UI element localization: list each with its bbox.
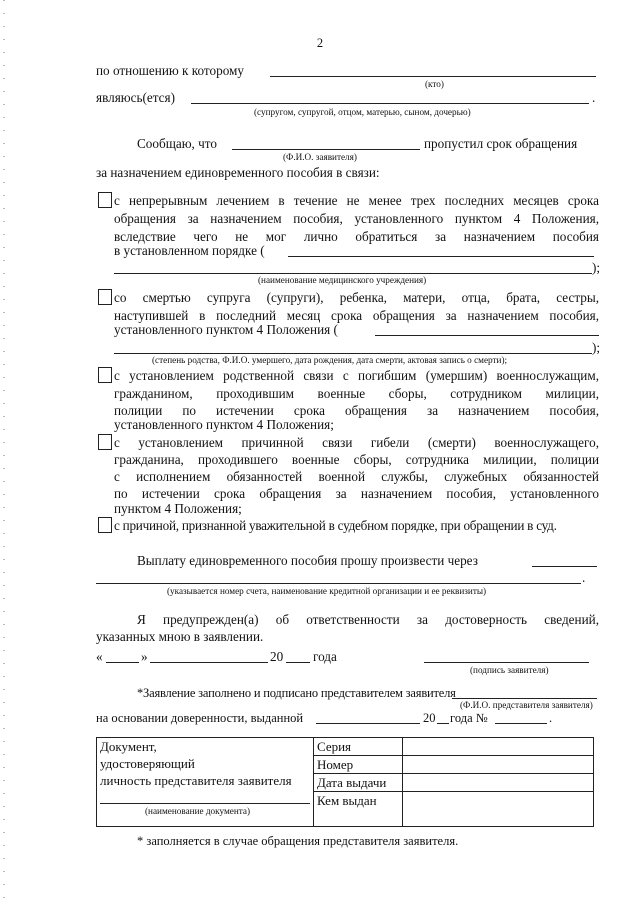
reason-treatment-line: обращения за назначением пособия, установленного пунктом 4 Положения,: [114, 211, 599, 226]
document-name-cell[interactable]: [97, 738, 314, 827]
field-issued-by-label: Кем выдан: [314, 792, 403, 827]
notice-line2: за назначением единовременного пособия в связи:: [96, 165, 380, 180]
reason-kinship-line: гражданином, проходившим военные сборы, сотрудником милиции,: [114, 386, 599, 401]
proxy-number-label: года №: [450, 711, 488, 725]
document-name-caption: (наименование документа): [145, 806, 251, 816]
deceased-details-field[interactable]: [375, 335, 599, 336]
date-close-quote: »: [141, 649, 148, 664]
page-edge-dots: [3, 0, 5, 905]
kinship-label: являюсь(ется): [96, 90, 175, 105]
reason-kinship-line: с установлением родственной связи с погибшим (умершим) военнослужащим,: [114, 368, 599, 383]
reason-treatment-end: );: [592, 260, 601, 275]
document-label-line: личность представителя заявителя: [100, 773, 292, 788]
reason-kinship-checkbox[interactable]: [98, 367, 112, 383]
date-month-field[interactable]: [150, 662, 268, 663]
kinship-field[interactable]: [191, 103, 589, 104]
reason-kinship-line: установленного пунктом 4 Положения;: [114, 417, 334, 432]
relation-field[interactable]: [270, 76, 596, 77]
reason-causal-line: пунктом 4 Положения;: [114, 501, 242, 516]
reason-treatment-line: вследствие чего не мог лично обратиться за назначением пособия: [114, 229, 599, 244]
payment-field[interactable]: [532, 566, 597, 567]
field-issued-by-value[interactable]: [403, 792, 594, 827]
proxy-year-field[interactable]: [437, 723, 449, 724]
payment-field-2[interactable]: [96, 583, 581, 584]
reason-death-line: со смертью супруга (супруги), ребенка, матери, отца, брата, сестры,: [114, 290, 599, 305]
payment-end: .: [582, 570, 586, 585]
reason-treatment-checkbox[interactable]: [98, 192, 112, 208]
date-open-quote: «: [96, 649, 103, 664]
notice-prefix: Сообщаю, что: [137, 136, 217, 151]
deceased-details-field-2[interactable]: [114, 353, 592, 354]
proxy-number-field[interactable]: [495, 723, 547, 724]
field-issue-date-label: Дата выдачи: [314, 774, 403, 792]
footnote: * заполняется в случае обращения представителя заявителя.: [137, 834, 459, 848]
warning-line: Я предупрежден(а) об ответственности за достоверность сведений,: [137, 612, 599, 627]
representative-name-caption: (Ф.И.О. представителя заявителя): [460, 700, 593, 710]
proxy-basis-label: на основании доверенности, выданной: [96, 711, 304, 725]
kinship-end: .: [592, 90, 596, 105]
reason-causal-line: с установлением причинной связи гибели (смерти) военнослужащего,: [114, 435, 599, 450]
deceased-details-caption: (степень родства, Ф.И.О. умершего, дата рождения, дата смерти, актовая запись о смерти);: [152, 355, 508, 365]
reason-court-line: с причиной, признанной уважительной в судебном порядке, при обращении в суд.: [114, 518, 557, 533]
notice-suffix: пропустил срок обращения: [424, 136, 578, 151]
proxy-year-prefix: 20: [423, 711, 436, 725]
applicant-signature-caption: (подпись заявителя): [470, 665, 549, 675]
date-year-field[interactable]: [286, 662, 310, 663]
reason-death-line: наступившей в последний месяц срока обращения за назначением пособия,: [114, 308, 599, 323]
document-label-line: удостоверяющий: [100, 756, 195, 771]
proxy-date-field[interactable]: [316, 723, 420, 724]
medical-institution-field[interactable]: [288, 256, 594, 257]
representative-name-field[interactable]: [452, 698, 597, 699]
reason-causal-checkbox[interactable]: [98, 434, 112, 450]
kinship-caption: (супругом, супругой, отцом, матерью, сыном, дочерью): [254, 107, 471, 117]
date-year-suffix: года: [313, 649, 337, 664]
applicant-name-caption: (Ф.И.О. заявителя): [283, 152, 357, 162]
reason-death-line: установленного пунктом 4 Положения (: [114, 322, 338, 337]
relation-caption: (кто): [425, 79, 444, 89]
applicant-signature-field[interactable]: [424, 662, 589, 663]
field-issue-date-value[interactable]: [403, 774, 594, 792]
page-number: 2: [316, 36, 324, 50]
representative-document-table: [96, 737, 594, 827]
medical-institution-caption: (наименование медицинского учреждения): [258, 275, 427, 285]
applicant-name-field[interactable]: [232, 149, 420, 150]
document-label-line: Документ,: [100, 739, 157, 754]
reason-causal-line: с исполнением обязанностей военной службы, служебных обязанностей: [114, 469, 599, 484]
reason-death-checkbox[interactable]: [98, 289, 112, 305]
relation-label: по отношению к которому: [96, 63, 244, 78]
reason-causal-line: гражданина, проходившего военные сборы, сотрудника милиции, полиции: [114, 452, 599, 467]
payment-caption: (указывается номер счета, наименование кредитной организации и ее реквизиты): [167, 586, 487, 596]
reason-treatment-line: в установленном порядке (: [114, 243, 265, 258]
reason-kinship-line: полиции по истечении срока обращения за назначением пособия,: [114, 403, 599, 418]
reason-death-end: );: [592, 340, 601, 355]
field-number-value[interactable]: [403, 756, 594, 774]
reason-causal-line: по истечении срока обращения за назначением пособия, установленного: [114, 486, 599, 501]
field-number-label: Номер: [314, 756, 403, 774]
reason-court-checkbox[interactable]: [98, 517, 112, 533]
date-day-field[interactable]: [106, 662, 139, 663]
date-year-prefix: 20: [270, 649, 284, 664]
warning-line: указанных мною в заявлении.: [96, 629, 264, 644]
document-name-field[interactable]: [100, 803, 310, 804]
proxy-end: .: [549, 711, 553, 725]
medical-institution-field-2[interactable]: [114, 273, 592, 274]
field-series-label: Серия: [314, 738, 403, 756]
reason-treatment-line: с непрерывным лечением в течение не менее трех последних месяцев срока: [114, 193, 599, 208]
payment-prefix: Выплату единовременного пособия прошу произвести через: [137, 553, 478, 568]
representative-label: *Заявление заполнено и подписано представителем заявителя: [137, 686, 456, 700]
field-series-value[interactable]: [403, 738, 594, 756]
